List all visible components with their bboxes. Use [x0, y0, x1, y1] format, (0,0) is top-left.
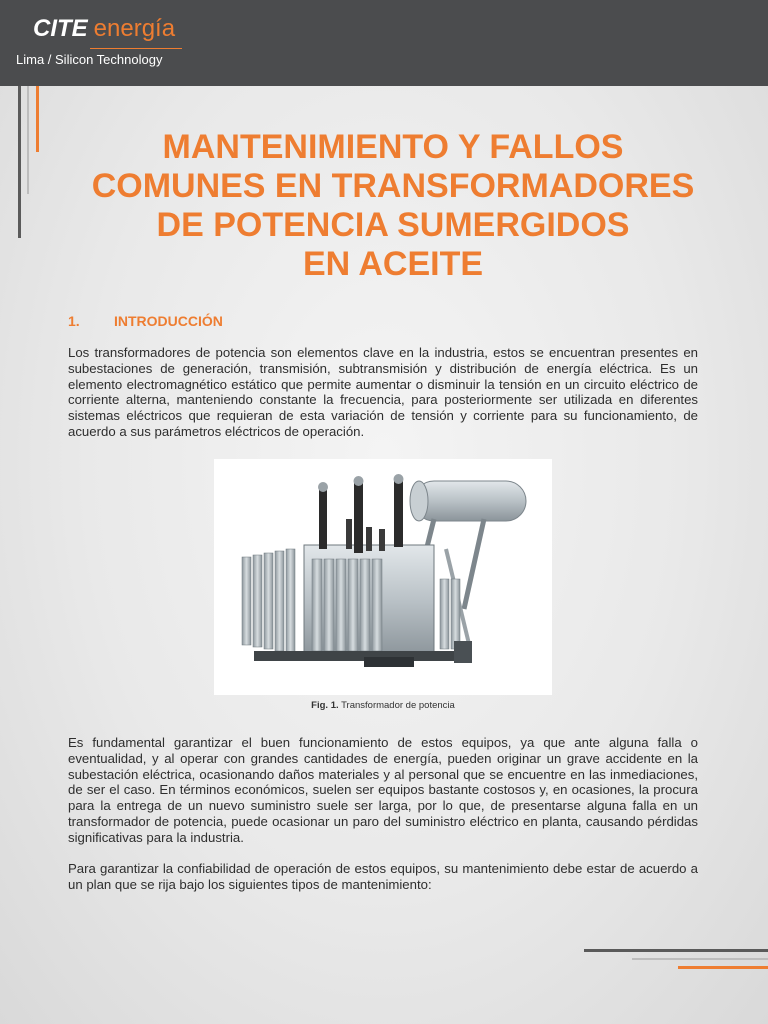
- section-heading: [68, 312, 223, 330]
- title-line: DE POTENCIA SUMERGIDOS: [156, 206, 630, 244]
- title-line: MANTENIMIENTO Y FALLOS: [162, 128, 624, 166]
- brand-underline: [90, 48, 182, 49]
- brand-accent: energía: [93, 15, 176, 42]
- body-paragraph: Para garantizar la confiabilidad de operación de estos equipos, su mantenimiento debe estar de acuerdo a un plan que se rija bajo los siguientes tipos de mantenimiento:: [68, 861, 698, 892]
- figure-label: Fig. 1.: [311, 700, 339, 711]
- title-line: EN ACEITE: [302, 245, 484, 283]
- bushings: [318, 474, 404, 553]
- title-line: COMUNES EN TRANSFORMADORES: [91, 167, 695, 205]
- figure-caption: [214, 700, 552, 711]
- transformer-illustration: [214, 459, 552, 695]
- brand-subtitle: Lima / Silicon Technology: [16, 52, 163, 67]
- bottom-deco-bar-light: [632, 958, 768, 960]
- transformer-figure: [214, 459, 552, 695]
- body-paragraph: Es fundamental garantizar el buen funcionamiento de estos equipos, ya que ante alguna falla o eventualidad, y al operar con grandes cantidades de energía, pueden originar un grave accidente en la subestación eléctrica, ocasionando daños materiales y al personal que se encuentre en las inmediaciones, de ser el caso. En términos económicos, suelen ser equipos bastante costosos y, en ocasiones, la procura para la entrega de un nuevo suministro suele ser larga, por lo que, de presentarse alguna falla en un transformador de potencia, puede ocasionar un paro del suministro eléctrico en planta, causando pérdidas significativas para la industria.: [68, 735, 698, 845]
- brand-logo: [33, 14, 175, 44]
- left-deco-bar-orange: [36, 86, 39, 152]
- intro-paragraph: Los transformadores de potencia son elementos clave en la industria, estos se encuentran presentes en subestaciones de generación, transmisión, subtransmisión y distribución de energía eléctrica. Es un elemento electromagnético estático que permite aumentar o disminuir la tensión en un circuito eléctrico de corriente alterna, manteniendo constante la frecuencia, para posteriormente ser utilizada en diferentes sistemas eléctricos que requieran de esta variación de tensión y corriente para su funcionamiento, de acuerdo a sus parámetros eléctricos de operación.: [68, 345, 698, 439]
- header-bar: [0, 0, 768, 86]
- bottom-deco-bar-dark: [584, 949, 768, 952]
- bottom-deco-bar-orange: [678, 966, 768, 969]
- figure-caption-text: Transformador de potencia: [341, 700, 455, 711]
- brand-name: CITE: [33, 15, 88, 42]
- section-title: INTRODUCCIÓN: [114, 313, 223, 329]
- document-title: [40, 128, 746, 284]
- left-deco-bar-light: [27, 86, 29, 194]
- section-number: 1.: [68, 313, 80, 329]
- left-deco-bar-dark: [18, 86, 21, 238]
